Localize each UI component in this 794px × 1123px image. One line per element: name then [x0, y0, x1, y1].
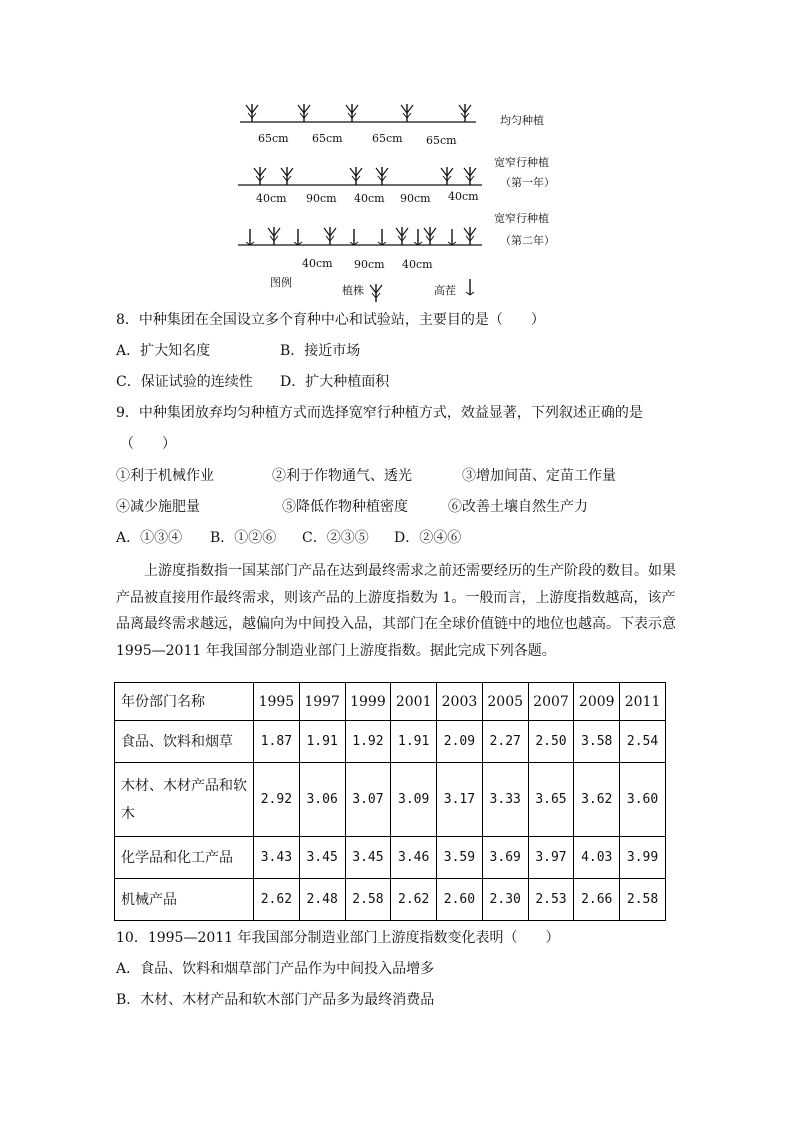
q9-statement-5: ⑤降低作物种植密度	[282, 499, 408, 515]
table-row	[115, 763, 666, 837]
row2-label-year: （第一年）	[500, 176, 555, 189]
index-cell: 1.91	[299, 721, 345, 763]
q8-stem: 8．中种集团在全国设立多个育种中心和试验站，主要目的是（ ）	[116, 312, 545, 328]
index-cell: 3.43	[254, 837, 300, 879]
index-cell: 3.06	[299, 763, 345, 837]
row1-spacing: 65cm	[258, 132, 289, 145]
table-row	[115, 837, 666, 879]
planting-diagram	[230, 90, 590, 305]
index-cell: 3.45	[299, 837, 345, 879]
q9-statement-4: ④减少施肥量	[116, 499, 200, 515]
index-cell: 3.07	[345, 763, 391, 837]
index-cell: 2.62	[254, 879, 300, 921]
q10-option-a: A．食品、饮料和烟草部门产品作为中间投入品增多	[116, 961, 435, 977]
index-cell: 3.09	[391, 763, 437, 837]
index-cell: 2.66	[574, 879, 620, 921]
year-header: 2009	[574, 683, 620, 721]
index-cell: 2.58	[620, 879, 666, 921]
row2-spacing: 90cm	[400, 192, 431, 205]
index-cell: 2.58	[345, 879, 391, 921]
q9-statement-2: ②利于作物通气、透光	[272, 468, 412, 484]
sector-name: 木材、木材产品和软木	[115, 763, 254, 837]
table-row	[115, 879, 666, 921]
index-cell: 2.50	[528, 721, 574, 763]
index-cell: 2.54	[620, 721, 666, 763]
q9-statement-3: ③增加间苗、定苗工作量	[462, 468, 616, 484]
index-cell: 3.59	[437, 837, 483, 879]
q10-stem: 10．1995—2011 年我国部分制造业部门上游度指数变化表明（ ）	[116, 930, 560, 946]
row3-spacing: 40cm	[402, 258, 433, 271]
row2-spacing: 40cm	[354, 192, 385, 205]
year-header: 2007	[528, 683, 574, 721]
index-cell: 1.91	[391, 721, 437, 763]
year-header: 2005	[482, 683, 528, 721]
year-header: 2001	[391, 683, 437, 721]
row3-label-year: （第二年）	[500, 234, 555, 247]
year-header: 1999	[345, 683, 391, 721]
index-cell: 3.45	[345, 837, 391, 879]
q9-paren: （ ）	[120, 436, 176, 452]
sector-name: 食品、饮料和烟草	[115, 721, 254, 763]
legend-plant-label: 植株	[342, 284, 364, 297]
q9-stem: 9．中种集团放弃均匀种植方式而选择宽窄行种植方式，效益显著，下列叙述正确的是	[116, 405, 643, 421]
q10-option-b: B．木材、木材产品和软木部门产品多为最终消费品	[116, 992, 435, 1008]
index-cell: 3.97	[528, 837, 574, 879]
row2-spacing: 40cm	[448, 190, 479, 203]
q9-option-d: D．②④⑥	[394, 530, 462, 546]
index-cell: 2.09	[437, 721, 483, 763]
index-cell: 2.62	[391, 879, 437, 921]
index-cell: 2.30	[482, 879, 528, 921]
index-cell: 2.53	[528, 879, 574, 921]
q8-option-a: A．扩大知名度	[116, 343, 211, 359]
index-cell: 3.33	[482, 763, 528, 837]
q9-option-b: B．①②⑥	[210, 530, 277, 546]
legend-stubble-label: 高茬	[434, 284, 456, 297]
index-cell: 4.03	[574, 837, 620, 879]
table-header-row	[115, 683, 666, 721]
row1-spacing: 65cm	[426, 134, 457, 147]
index-cell: 3.65	[528, 763, 574, 837]
sector-name: 机械产品	[115, 879, 254, 921]
upstreamness-table	[114, 682, 666, 921]
row1-spacing: 65cm	[312, 132, 343, 145]
q9-option-c: C．②③⑤	[302, 530, 369, 546]
table-header-label: 年份部门名称	[115, 683, 254, 721]
q9-statement-6: ⑥改善土壤自然生产力	[448, 499, 588, 515]
index-cell: 2.48	[299, 879, 345, 921]
index-cell: 1.92	[345, 721, 391, 763]
row2-spacing: 90cm	[306, 192, 337, 205]
table-row	[115, 721, 666, 763]
q9-statement-1: ①利于机械作业	[116, 468, 214, 484]
index-cell: 3.99	[620, 837, 666, 879]
index-cell: 3.60	[620, 763, 666, 837]
index-cell: 3.69	[482, 837, 528, 879]
year-header: 1997	[299, 683, 345, 721]
index-cell: 3.46	[391, 837, 437, 879]
row3-spacing: 90cm	[354, 258, 385, 271]
row2-label: 宽窄行种植	[494, 156, 549, 169]
year-header: 1995	[254, 683, 300, 721]
legend-title: 图例	[270, 276, 292, 289]
index-cell: 2.27	[482, 721, 528, 763]
row2-spacing: 40cm	[256, 192, 287, 205]
q8-option-b: B．接近市场	[280, 343, 361, 359]
index-cell: 2.92	[254, 763, 300, 837]
year-header: 2011	[620, 683, 666, 721]
q8-option-c: C．保证试验的连续性	[116, 374, 253, 390]
index-cell: 3.17	[437, 763, 483, 837]
index-cell: 3.62	[574, 763, 620, 837]
index-cell: 3.58	[574, 721, 620, 763]
q9-option-a: A．①③④	[116, 530, 183, 546]
year-header: 2003	[437, 683, 483, 721]
index-cell: 2.60	[437, 879, 483, 921]
row3-spacing: 40cm	[302, 257, 333, 270]
q8-option-d: D．扩大种植面积	[280, 374, 390, 390]
passage: 上游度指数指一国某部门产品在达到最终需求之前还需要经历的生产阶段的数目。如果产品被直接用作最终需求，则该产品的上游度指数为 1。一般而言，上游度指数越高，该产品离最终需求越远，越偏向为中间投入品，其部门在全球价值链中的地位也越高。下表示意 1995—2011 年我国部分制造业部门上游度指数。据此完成下列各题。	[116, 563, 676, 659]
row1-spacing: 65cm	[372, 132, 403, 145]
row3-label: 宽窄行种植	[494, 212, 549, 225]
sector-name: 化学品和化工产品	[115, 837, 254, 879]
row1-label: 均匀种植	[500, 114, 544, 127]
index-cell: 1.87	[254, 721, 300, 763]
